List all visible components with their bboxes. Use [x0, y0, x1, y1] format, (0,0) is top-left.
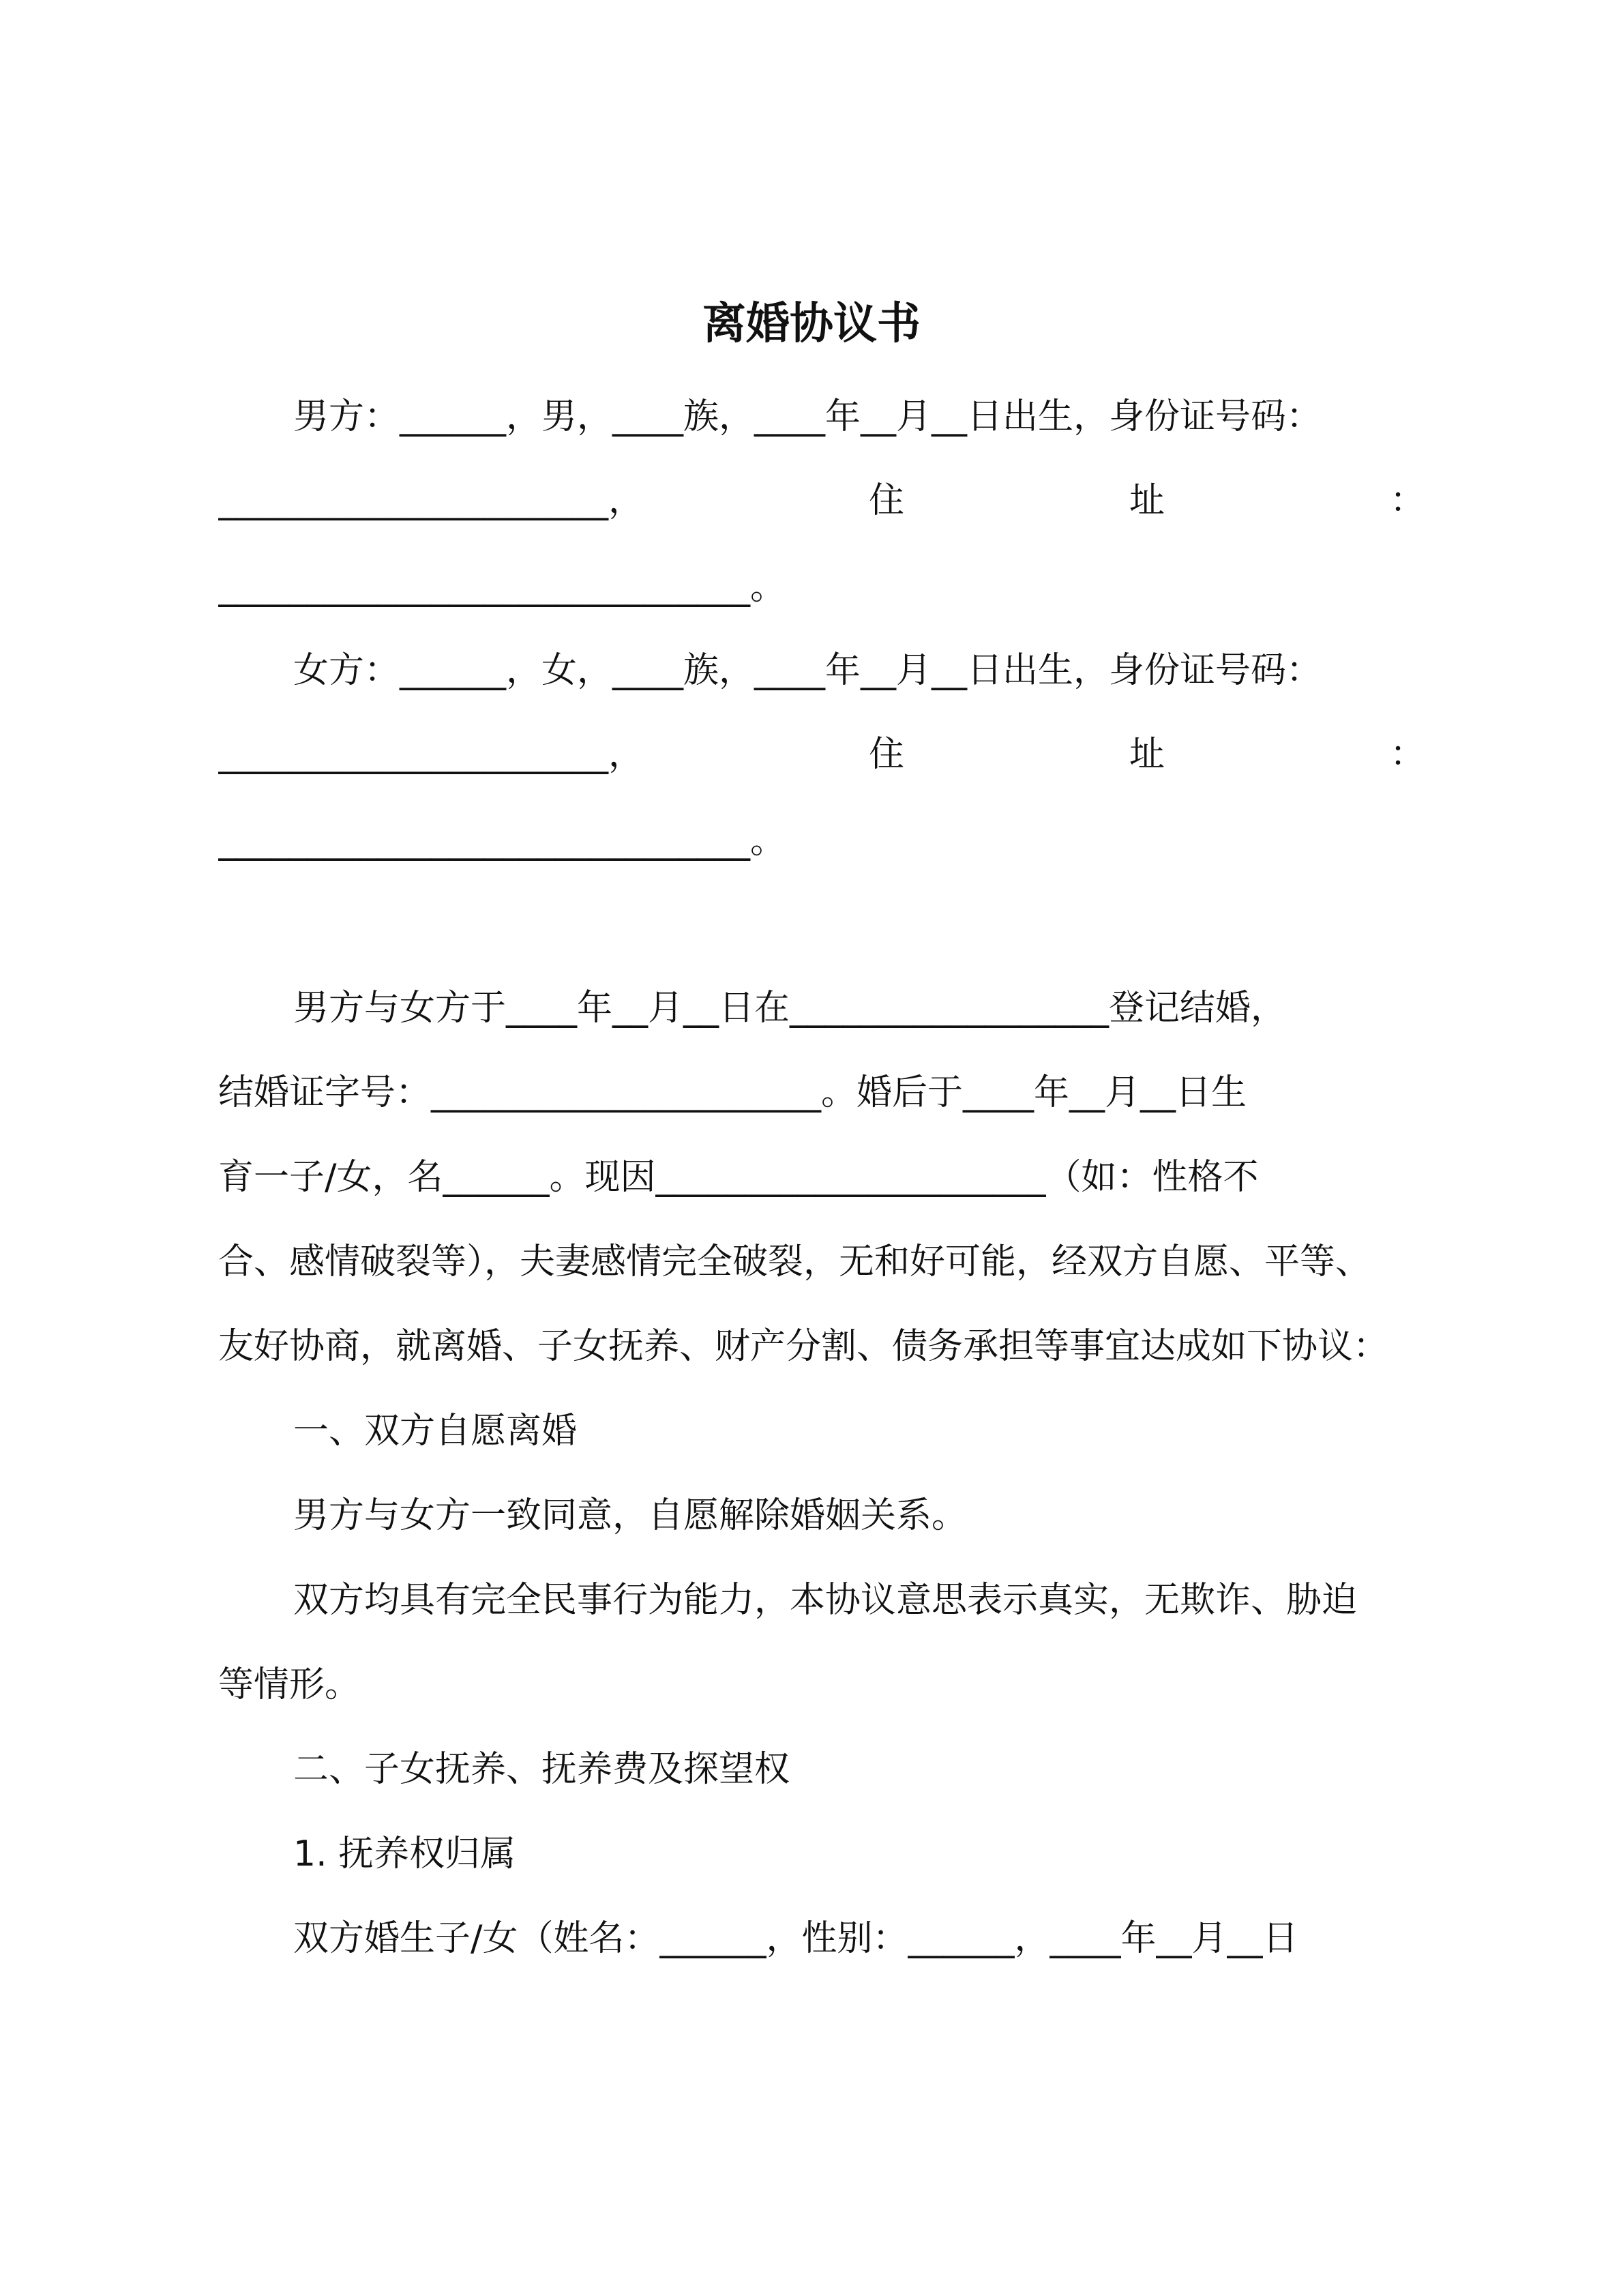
custody-subheading: 1. 抚养权归属: [293, 1834, 516, 1874]
female-id-address-line: [218, 730, 1425, 779]
male-party-line: 男方：______，男，____族，____年__月__日出生，身份证号码：: [293, 396, 1322, 437]
address-label-char-2: 址: [1129, 480, 1165, 521]
address-colon: ：: [1389, 480, 1425, 521]
reason-continued-line: 合、感情破裂等），夫妻感情完全破裂，无和好可能，经双方自愿、平等、: [218, 1241, 1371, 1282]
child-reason-line: 育一子/女，名______。现因______________________（如：性格不: [218, 1157, 1259, 1198]
address-label-char-1: 住: [868, 480, 904, 521]
address-colon: ：: [1389, 734, 1425, 775]
male-id-blank: ______________________，: [218, 480, 644, 521]
section-one-para-2-cont: 等情形。: [218, 1664, 361, 1705]
female-address-blank: ______________________________。: [218, 821, 786, 862]
male-id-address-line: [218, 476, 1425, 525]
address-label-char-2: 址: [1129, 734, 1165, 775]
section-two-heading: 二、子女抚养、抚养费及探望权: [293, 1749, 790, 1790]
male-address-blank: ______________________________。: [218, 567, 786, 608]
section-one-para-1: 男方与女方一致同意，自愿解除婚姻关系。: [293, 1495, 968, 1536]
female-party-line: 女方：______，女，____族，____年__月__日出生，身份证号码：: [293, 650, 1322, 691]
child-details-line: 双方婚生子/女（姓名：______，性别：______，____年__月__日: [293, 1918, 1298, 1959]
address-label-char-1: 住: [868, 734, 904, 775]
section-one-para-2: 双方均具有完全民事行为能力，本协议意思表示真实，无欺诈、胁迫: [293, 1580, 1358, 1621]
section-one-heading: 一、双方自愿离婚: [293, 1411, 578, 1452]
marriage-cert-line: 结婚证字号：______________________。婚后于____年__月__日生: [218, 1072, 1247, 1113]
document-title: 离婚协议书: [702, 299, 921, 349]
female-id-blank: ______________________，: [218, 734, 644, 775]
marriage-registration-line: 男方与女方于____年__月__日在__________________登记结婚，: [293, 988, 1287, 1029]
agreement-intro-line: 友好协商，就离婚、子女抚养、财产分割、债务承担等事宜达成如下协议：: [218, 1326, 1389, 1367]
